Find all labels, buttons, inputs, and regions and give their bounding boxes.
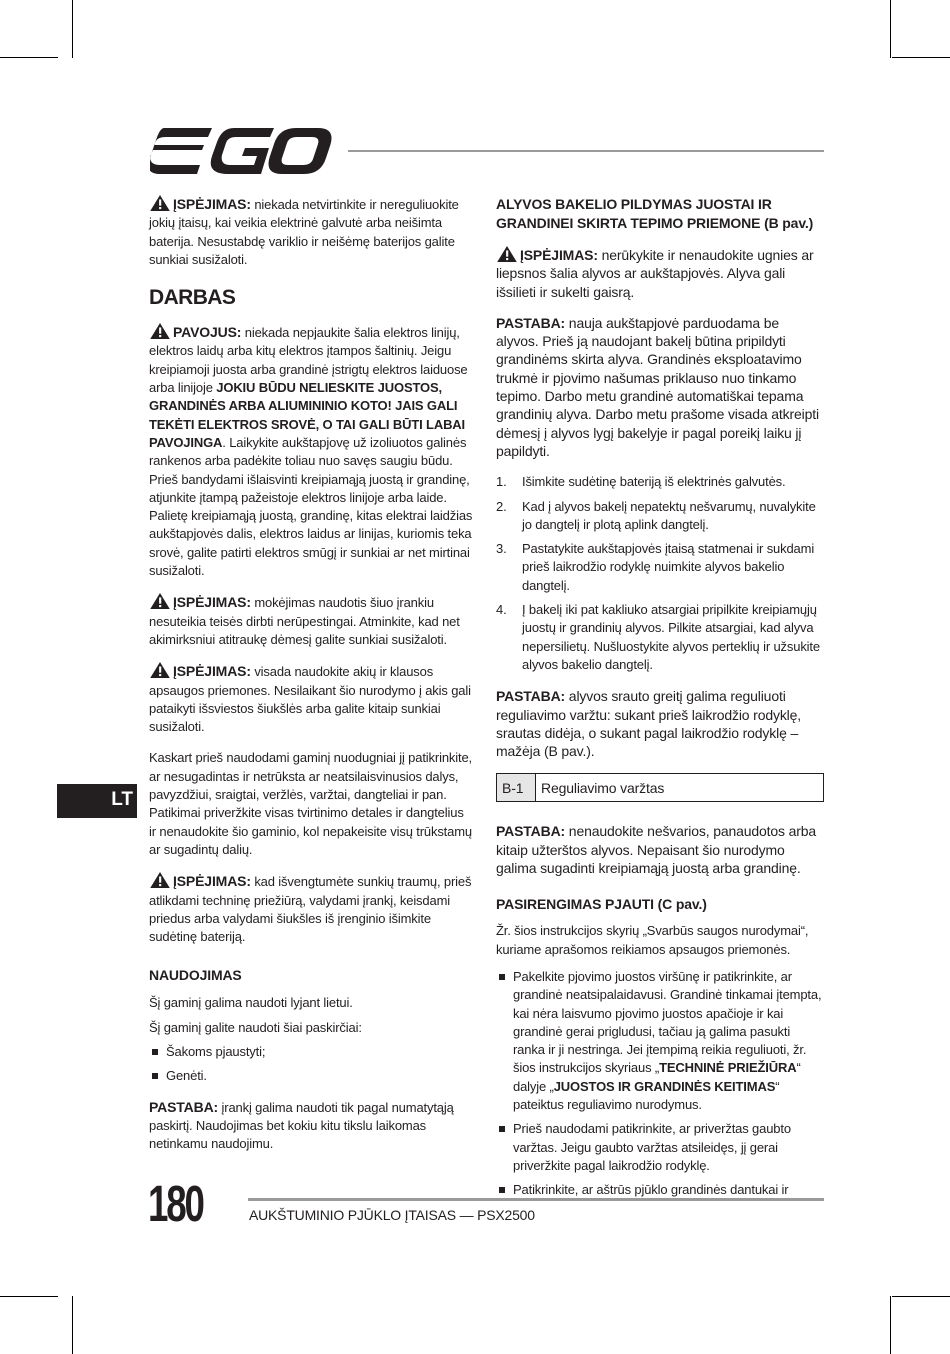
note-label: PASTABA: [496, 688, 566, 705]
prep-list [496, 968, 824, 1200]
warning-label: ĮSPĖJIMAS: [173, 196, 251, 212]
warning-text: nerūkykite ir nenaudokite ugnies ar liepsnos šalia alyvos ar aukštapjovės. Alyva gali išsilieti ir sukelti gaisrą. [496, 247, 814, 300]
inspection-paragraph: Kaskart prieš naudodami gaminį nuodugniai jį patikrinkite, ar nesugadintas ir netrūksta ar neatsilaisvinusios dalys, pavyzdžiui, sraigtai, veržlės, varžtai, dangteliai ir pan. Patikimai priveržkite visas tvirtinimo detales ir dangtelius ir nenaudokite šio gaminio, kol nepakeisite visų trūkstamų ar sugadintų dalių. [149, 750, 472, 857]
table-row [497, 774, 824, 802]
warning-triangle-icon [496, 246, 518, 262]
warning-paragraph [149, 872, 474, 946]
list-item [496, 601, 824, 674]
note-text: alyvos srauto greitį galima reguliuoti reguliavimo varžtu: sukant prieš laikrodžio rodyklę, srautas didėja, o sukant pagal laikrodžio rodyklę – mažėja (B pav.). [496, 688, 801, 760]
warning-label: ĮSPĖJIMAS: [173, 594, 251, 611]
warning-triangle-icon [149, 662, 171, 678]
prep-intro: Žr. šios instrukcijos skyrių „Svarbūs saugos nurodymai“, kuriame aprašomos reikiamos apsaugos priemonės. [496, 923, 809, 957]
warning-paragraph [149, 195, 474, 269]
warning-triangle-icon [149, 593, 171, 609]
section-heading-naudojimas: NAUDOJIMAS [149, 967, 242, 984]
warning-paragraph [149, 662, 474, 736]
danger-text-continued: . Laikykite aukštapjovę už izoliuotos galinės rankenos arba padėkite toliau nuo savęs saugiu būdu. Prieš bandydami išlaisvinti kreipiamąją juostą ir grandinę, atjunkite įtampą pažeistoje elektros linijoje arba laide. Palietę kreipiamąją juostą, grandinę, kitas elektrai laidžias aukštapjovės dalis, elektros laidus ar linijas, kuriomis teka srovė, galite patirti elektros smūgį ir sunkiai ar net mirtinai susižaloti. [149, 434, 473, 579]
list-item: Patikrinkite, ar aštrūs pjūklo grandinės dantukai ir [496, 1181, 824, 1199]
right-column [496, 195, 824, 1211]
warning-label: ĮSPĖJIMAS: [520, 247, 598, 263]
list-item [496, 968, 824, 1114]
warning-text: kad išvengtumėte sunkių traumų, prieš atlikdami techninę priežiūrą, valydami įrankį, keisdami priedus arba valydami šiukšles iš įrenginio išimkite sudėtinę bateriją. [149, 874, 472, 945]
list-item [496, 473, 824, 491]
section-heading-preparation: PASIRENGIMAS PJAUTI (C pav.) [496, 896, 707, 913]
note-text: nenaudokite nešvarios, panaudotos arba kitaip užterštos alyvos. Nepaisant šio nurodymo galima sugadinti kreipiamąją juostą arba grandinę. [496, 823, 817, 877]
list-item: Prieš naudodami patikrinkite, ar priveržtas gaubto varžtas. Jeigu gaubto varžtas atsileidęs, jį gerai priveržkite pagal laikrodžio rodyklę. [496, 1120, 824, 1175]
danger-text: niekada nepjaukite šalia elektros linijų, elektros laidų arba kitų elektros įtampos šaltinių. Jeigu kreipiamoji juosta arba grandinė įstrigtų elektros laiduose arba linijoje [149, 325, 468, 396]
step-number: 2. [496, 498, 507, 514]
ego-logo [150, 128, 332, 174]
header-rule [348, 150, 824, 152]
crop-mark [72, 0, 73, 58]
note-text: nauja aukštapjovė parduodama be alyvos. Prieš ją naudojant bakelį būtina pripildyti grandinėms skirta alyva. Grandinės eksploatavimo trukmė ir pjovimo našumas priklauso nuo tinkamo tepimo. Darbo metu grandinė automatiškai tepama grandinių alyva. Darbo metu prašome visada atkreipti dėmesį į alyvos lygį bakelyje ir pagal poreikį laiku jį papildyti. [496, 314, 819, 459]
footer-rule [248, 1198, 824, 1201]
crop-mark [72, 1296, 73, 1354]
note-paragraph [496, 822, 824, 877]
warning-text: visada naudokite akių ir klausos apsaugos priemones. Nesilaikant šio nurodymo į akis gali pataikyti išsviestos šiukšlės arba galite kitaip sunkiai susižaloti. [149, 664, 471, 735]
oil-steps [496, 473, 824, 674]
step-text: Išimkite sudėtinę bateriją iš elektrinės galvutės. [522, 474, 786, 490]
crop-mark [890, 0, 891, 58]
use-paragraph: Šį gaminį galima naudoti lyjant lietui. [149, 995, 353, 1011]
note-label: PASTABA: [496, 314, 566, 331]
list-item: Šakoms pjaustyti; [149, 1043, 474, 1061]
bullet-text: “ pateiktus reguliavimo nurodymus. [513, 1078, 780, 1112]
step-number: 1. [496, 474, 507, 490]
warning-triangle-icon [149, 195, 171, 211]
crop-mark [892, 1296, 950, 1297]
use-list [149, 1043, 474, 1086]
note-label: PASTABA: [496, 823, 566, 840]
use-paragraph: Šį gaminį galite naudoti šiai paskirčiai: [149, 1019, 362, 1035]
step-number: 3. [496, 541, 507, 557]
warning-paragraph [149, 593, 474, 649]
step-number: 4. [496, 602, 507, 618]
crop-mark [890, 1296, 891, 1354]
list-item [496, 498, 824, 535]
danger-paragraph [149, 323, 474, 580]
crop-mark [0, 1296, 58, 1297]
bullet-text: “ dalyje „ [513, 1060, 801, 1094]
note-text: įrankį galima naudoti tik pagal numatytąją paskirtį. Naudojimas bet kokiu kitu tikslu laikomas netinkamu naudojimu. [149, 1099, 454, 1152]
danger-bold-text: JOKIU BŪDU NELIESKITE JUOSTOS, GRANDINĖS ARBA ALIUMININIO KOTO! JAIS GALI TEKĖTI ELEKTROS SROVĖ, O TAI GALI BŪTI LABAI PAVOJINGA [149, 380, 466, 450]
footer-title: AUKŠTUMINIO PJŪKLO ĮTAISAS — PSX2500 [249, 1207, 535, 1223]
danger-label: PAVOJUS: [173, 324, 242, 341]
warning-text: mokėjimas naudotis šiuo įrankiu nesuteikia teisės dirbti nerūpestingai. Atminkite, kad net akimirksniui atitraukę dėmesį galite sunkiai susižaloti. [149, 595, 460, 647]
section-heading-oil: ALYVOS BAKELIO PILDYMAS JUOSTAI IR GRANDINEI SKIRTA TEPIMO PRIEMONE (B pav.) [496, 196, 814, 231]
note-paragraph [496, 314, 824, 460]
note-paragraph [496, 687, 824, 760]
table-cell-key: B-1 [497, 774, 536, 802]
step-text: Pastatykite aukštapjovės įtaisą statmenai ir sukdami prieš laikrodžio rodyklę nuimkite alyvos bakelio dangtelį. [522, 541, 815, 593]
bullet-bold-ref: JUOSTOS IR GRANDINĖS KEITIMAS [553, 1078, 776, 1094]
reference-table [496, 773, 824, 802]
bullet-text: Pakelkite pjovimo juostos viršūnę ir patikrinkite, ar grandinė neatsipalaidavusi. Grandinė tinkamai įtempta, kai nėra laisvumo pjovimo juostos apačioje ir kai grandinė gerai prigludusi, tačiau ją galima pasukti ranka ir ji nestringa. Jei įtempimą reikia reguliuoti, žr. šios instrukcijos skyriaus „ [513, 968, 822, 1076]
note-paragraph [149, 1098, 474, 1154]
note-label: PASTABA: [149, 1098, 219, 1115]
warning-paragraph [496, 246, 824, 301]
page-number: 180 [148, 1175, 203, 1232]
table-cell-value: Reguliavimo varžtas [536, 774, 824, 802]
crop-mark [0, 57, 58, 58]
list-item [496, 540, 824, 595]
warning-triangle-icon [149, 323, 171, 339]
left-column [149, 195, 474, 1166]
language-tab: LT [57, 784, 137, 818]
crop-mark [892, 57, 950, 58]
warning-text: niekada netvirtinkite ir nereguliuokite jokių įtaisų, kai veikia elektrinė galvutė arba neišimta baterija. Nesustabdę variklio ir neišėmę baterijos galite sunkiai susižaloti. [149, 197, 459, 267]
section-heading-darbas: DARBAS [149, 286, 236, 310]
bullet-bold-ref: TECHNINĖ PRIEŽIŪRA [659, 1060, 797, 1076]
warning-label: ĮSPĖJIMAS: [173, 663, 251, 680]
step-text: Į bakelį iki pat kakliuko atsargiai pripilkite kreipiamųjų juostų ir grandinių alyvos. Pilkite atsargiai, kad alyva nepersilietų. Nušluostykite alyvos perteklių ir užsukite alyvos bakelio dangtelį. [522, 602, 820, 672]
list-item: Genėti. [149, 1067, 474, 1085]
warning-triangle-icon [149, 872, 171, 888]
warning-label: ĮSPĖJIMAS: [173, 873, 251, 890]
step-text: Kad į alyvos bakelį nepatektų nešvarumų, nuvalykite jo dangtelį ir plotą aplink dangtelį. [522, 498, 816, 532]
